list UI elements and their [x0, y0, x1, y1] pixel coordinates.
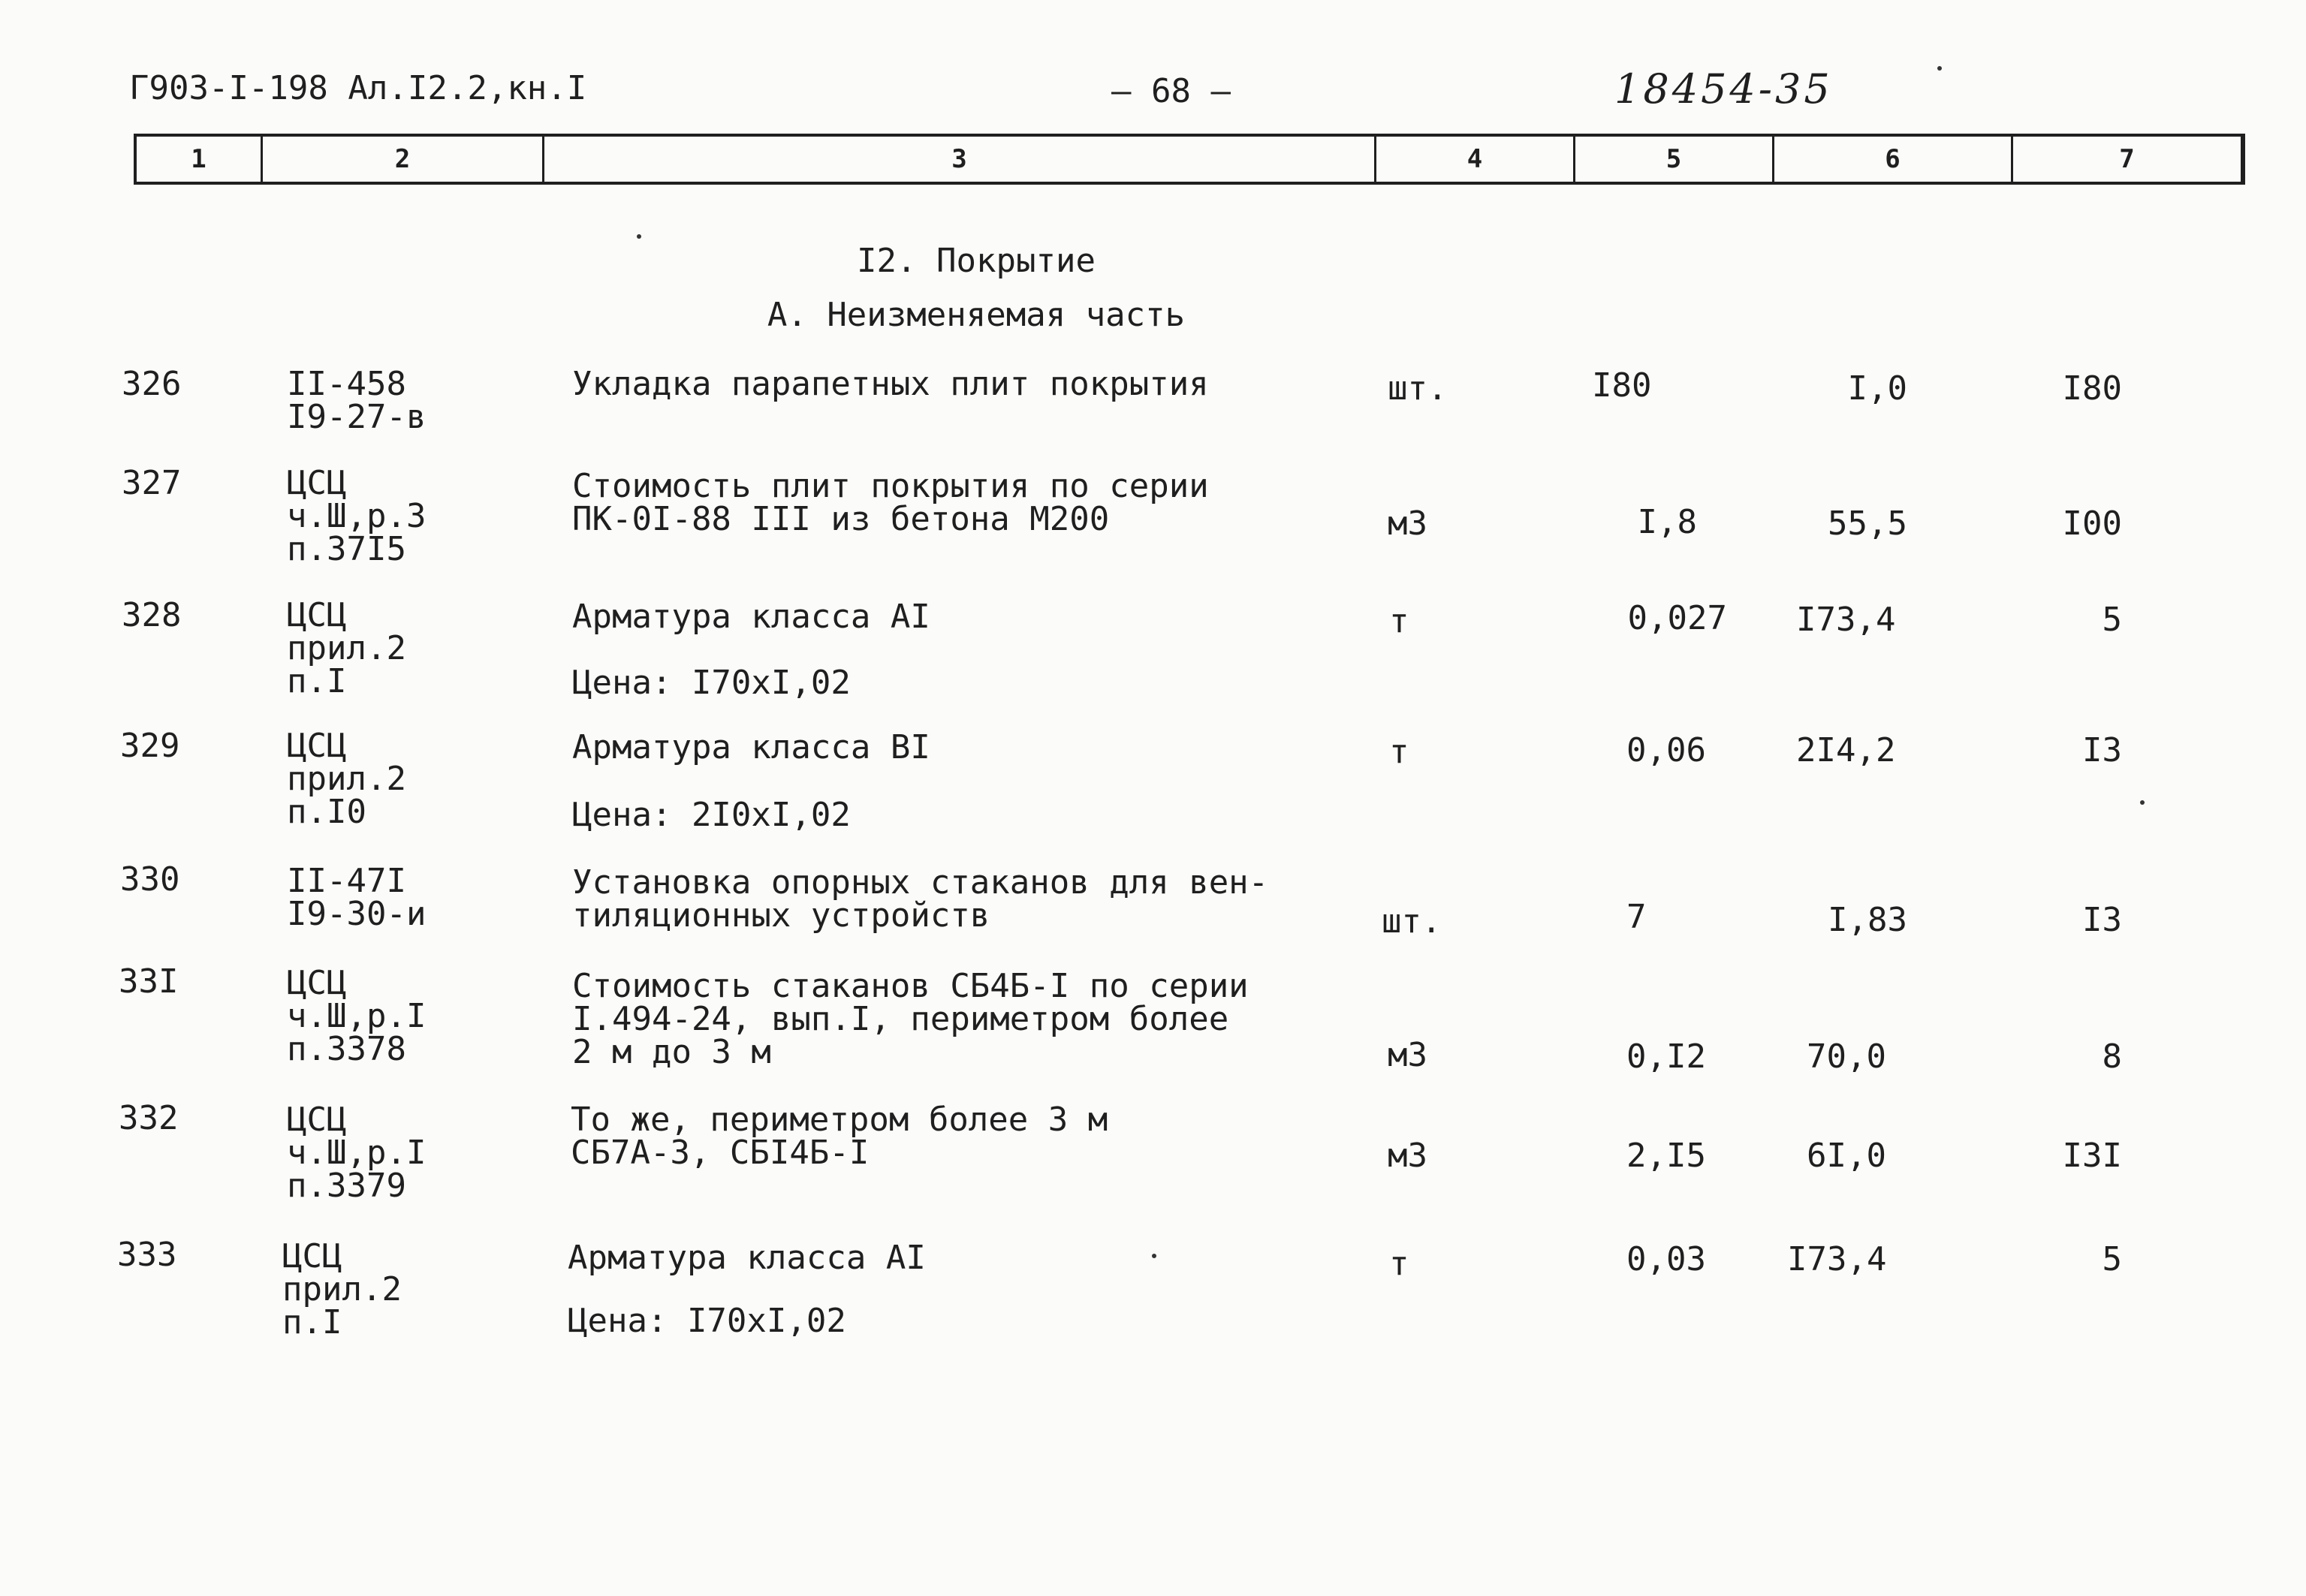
row-number: 326: [122, 365, 182, 403]
section-subtitle: А. Неизменяемая часть: [767, 296, 1186, 334]
norm-code: ЦСЦ ч.Ш,р.I п.3379: [287, 1101, 427, 1205]
scan-speck: [1152, 1254, 1156, 1258]
row-number: 332: [119, 1099, 179, 1137]
unit: т: [1389, 733, 1409, 771]
norm-code: ЦСЦ ч.Ш,р.3 п.37I5: [287, 464, 427, 568]
column-number: 2: [263, 137, 544, 182]
unit-price: I73,4: [1796, 601, 1896, 639]
norm-code: II-458 I9-27-в: [287, 365, 427, 436]
unit-price: 6I,0: [1807, 1137, 1886, 1175]
item-description: Арматура класса АI: [572, 598, 930, 636]
unit: м3: [1388, 1137, 1427, 1175]
quantity: 0,I2: [1626, 1037, 1706, 1076]
norm-code: ЦСЦ прил.2 п.I: [282, 1237, 402, 1342]
total-cost: I3: [2082, 901, 2122, 939]
unit: м3: [1388, 1036, 1427, 1074]
column-number: 5: [1575, 137, 1774, 182]
total-cost: I80: [2062, 369, 2122, 408]
price-note: Цена: I70хI,02: [568, 1302, 846, 1340]
unit-price: I,0: [1847, 369, 1907, 408]
row-number: 328: [122, 596, 182, 634]
item-description: Стоимость стаканов СБ4Б-I по серии I.494-24, вып.I, периметром более 2 м до 3 м: [572, 967, 1249, 1071]
column-number-bar: [134, 134, 2245, 185]
item-description: Стоимость плит покрытия по серии ПК-0I-88 III из бетона М200: [572, 467, 1209, 538]
total-cost: I00: [2062, 504, 2122, 543]
quantity: 2,I5: [1626, 1137, 1706, 1175]
row-number: 333: [117, 1236, 177, 1274]
item-description: Арматура класса ВI: [572, 728, 930, 766]
item-description: Арматура класса АI: [568, 1239, 926, 1277]
handwritten-stamp-number: 18454-35: [1614, 65, 1833, 113]
unit: шт.: [1382, 902, 1442, 941]
item-description: Укладка парапетных плит покрытия: [572, 365, 1209, 403]
unit-price: 2I4,2: [1796, 731, 1896, 769]
unit: м3: [1388, 504, 1427, 543]
norm-code: ЦСЦ ч.Ш,р.I п.3378: [287, 964, 427, 1068]
total-cost: 5: [2102, 1240, 2122, 1278]
scan-speck: [2140, 800, 2145, 805]
price-note: Цена: 2I0хI,02: [572, 796, 851, 834]
unit: т: [1389, 1245, 1409, 1283]
unit: т: [1389, 602, 1409, 640]
row-number: 33I: [119, 962, 179, 1001]
total-cost: 5: [2102, 601, 2122, 639]
total-cost: 8: [2102, 1037, 2122, 1076]
scan-speck: [637, 234, 641, 239]
row-number: 330: [120, 860, 180, 899]
document-code: Г903-I-198 Ал.I2.2,кн.I: [129, 69, 587, 107]
page-number: — 68 —: [1111, 72, 1231, 110]
quantity: I,8: [1637, 503, 1697, 541]
norm-code: II-47I I9-30-и: [287, 862, 427, 933]
column-number: 1: [137, 137, 263, 182]
total-cost: I3: [2082, 731, 2122, 769]
column-number: 6: [1774, 137, 2013, 182]
unit-price: 55,5: [1828, 504, 1907, 543]
quantity: 0,06: [1626, 731, 1706, 769]
scan-speck: [1937, 66, 1942, 71]
norm-code: ЦСЦ прил.2 п.I0: [287, 727, 406, 831]
row-number: 329: [120, 727, 180, 765]
norm-code: ЦСЦ прил.2 п.I: [287, 596, 406, 700]
item-description: Установка опорных стаканов для вен- тиляционных устройств: [572, 863, 1269, 935]
price-note: Цена: I70хI,02: [572, 664, 851, 702]
quantity: 0,03: [1626, 1240, 1706, 1278]
total-cost: I3I: [2062, 1137, 2122, 1175]
quantity: 7: [1626, 898, 1647, 936]
unit-price: I,83: [1828, 901, 1907, 939]
section-title: I2. Покрытие: [857, 242, 1096, 280]
item-description: То же, периметром более 3 м СБ7А-3, СБI4Б-I: [571, 1101, 1108, 1172]
column-number: 3: [544, 137, 1376, 182]
unit: шт.: [1388, 369, 1448, 408]
quantity: I80: [1592, 366, 1652, 405]
quantity: 0,027: [1627, 599, 1727, 637]
column-number: 7: [2119, 144, 2135, 174]
unit-price: I73,4: [1787, 1240, 1887, 1278]
column-number: 4: [1376, 137, 1575, 182]
row-number: 327: [122, 464, 182, 502]
unit-price: 70,0: [1807, 1037, 1886, 1076]
